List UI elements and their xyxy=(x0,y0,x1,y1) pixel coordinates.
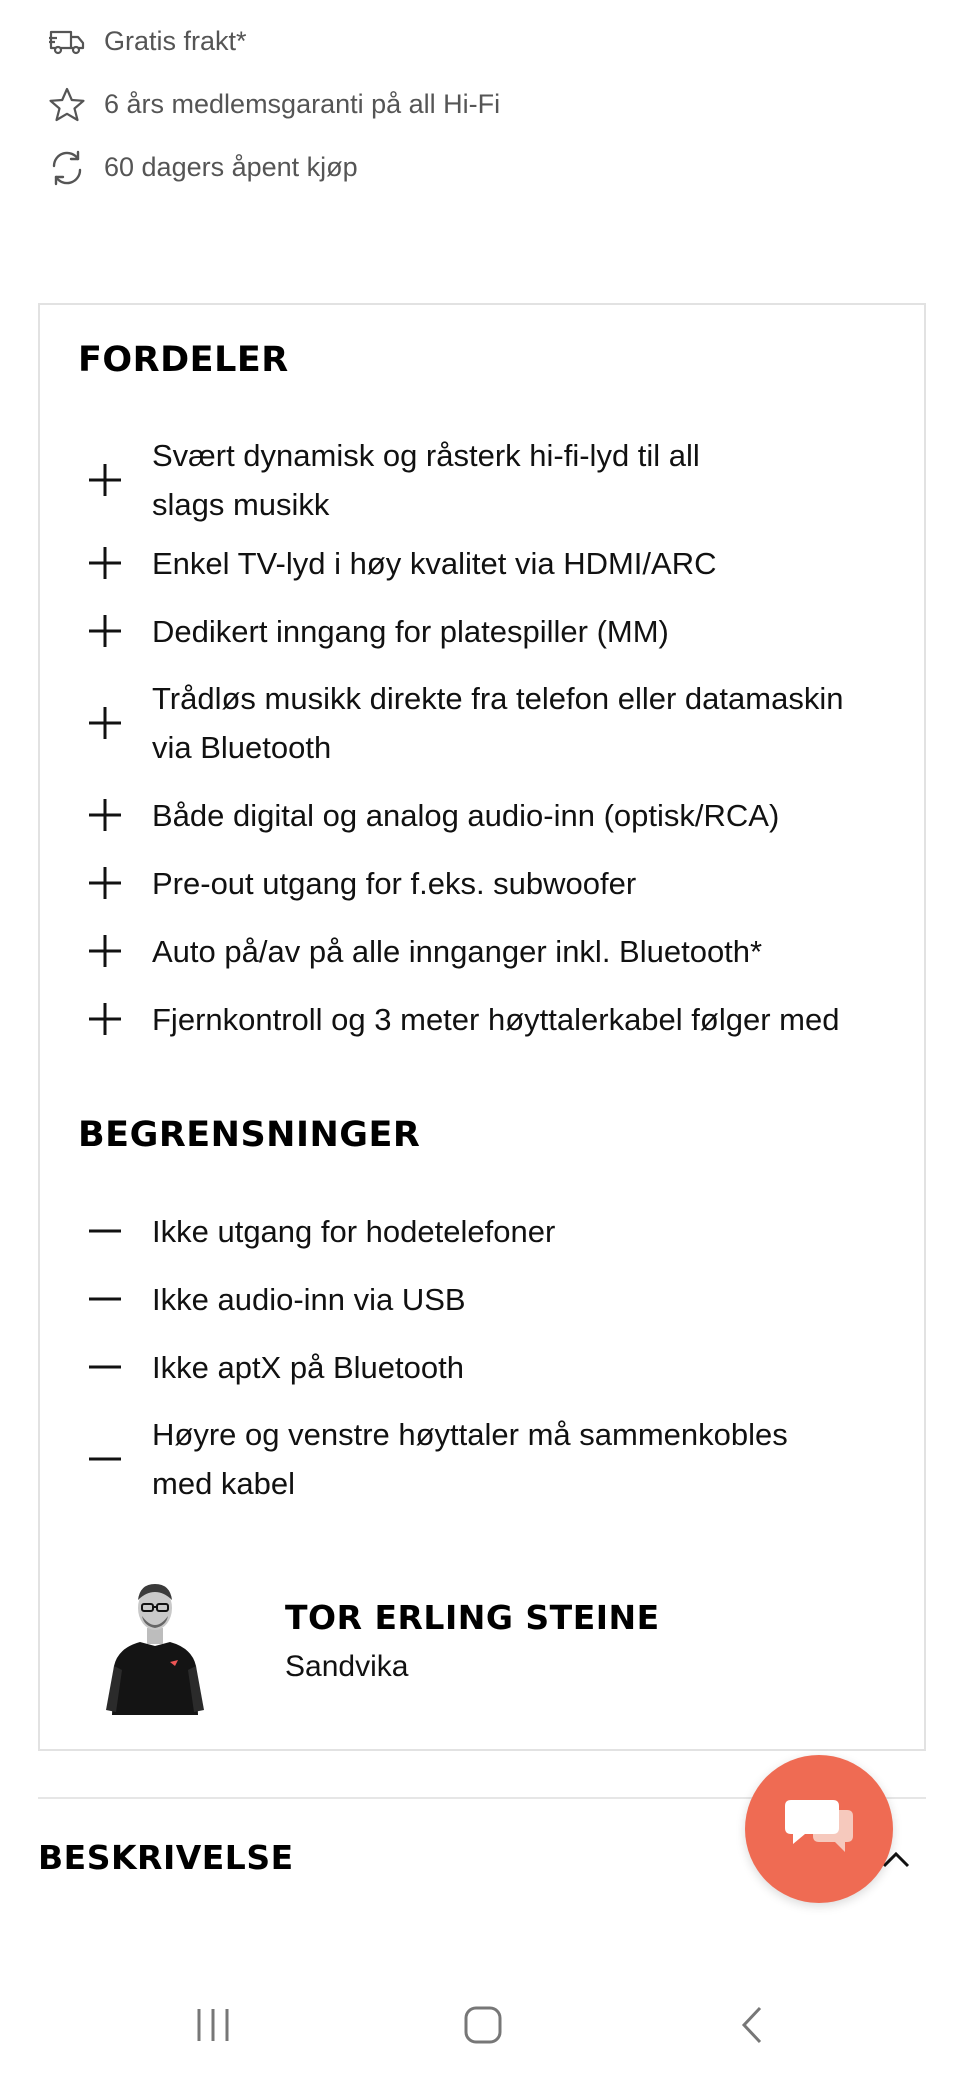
refresh-icon xyxy=(46,147,88,189)
perk-label: Gratis frakt* xyxy=(104,26,247,56)
pro-item xyxy=(78,985,908,1053)
plus-icon xyxy=(78,856,132,910)
pros-list xyxy=(78,431,908,1053)
pro-text: Dedikert inngang for platespiller (MM) xyxy=(152,613,669,649)
pro-item xyxy=(78,917,908,985)
pros-title: FORDELER xyxy=(78,340,289,380)
con-item xyxy=(78,1333,908,1401)
plus-icon xyxy=(78,696,132,750)
perk-label: 6 års medlemsgaranti på all Hi-Fi xyxy=(104,89,501,119)
pro-text: Enkel TV-lyd i høy kvalitet via HDMI/ARC xyxy=(152,545,717,581)
cons-list xyxy=(78,1197,908,1517)
pro-text-line1: Trådløs musikk direkte fra telefon eller datamaskin xyxy=(152,681,844,716)
minus-icon xyxy=(78,1340,132,1394)
plus-icon xyxy=(78,924,132,978)
pro-text: Pre-out utgang for f.eks. subwoofer xyxy=(152,865,637,901)
plus-icon xyxy=(78,788,132,842)
plus-icon xyxy=(78,536,132,590)
minus-icon xyxy=(78,1204,132,1258)
chat-icon xyxy=(783,1796,855,1863)
perk-open-purchase xyxy=(46,136,906,199)
con-text: Ikke aptX på Bluetooth xyxy=(152,1349,464,1385)
minus-icon xyxy=(78,1272,132,1326)
pro-item xyxy=(78,665,908,781)
pro-item xyxy=(78,529,908,597)
pro-text-line2: slags musikk xyxy=(152,487,330,522)
pros-cons-card xyxy=(38,303,926,1751)
pro-text: Fjernkontroll og 3 meter høyttalerkabel følger med xyxy=(152,1001,840,1037)
perks-list xyxy=(46,10,906,199)
con-text: Ikke audio-inn via USB xyxy=(152,1281,466,1317)
con-text: Ikke utgang for hodetelefoner xyxy=(152,1213,556,1249)
recent-apps-icon[interactable] xyxy=(173,1990,253,2060)
pro-item xyxy=(78,597,908,665)
perk-warranty xyxy=(46,73,906,136)
pro-text: Både digital og analog audio-inn (optisk/RCA) xyxy=(152,797,780,833)
reviewer xyxy=(100,1570,860,1720)
avatar xyxy=(100,1570,210,1715)
con-text-line2: med kabel xyxy=(152,1466,296,1501)
chat-button[interactable] xyxy=(745,1755,893,1903)
plus-icon xyxy=(78,604,132,658)
perk-label: 60 dagers åpent kjøp xyxy=(104,152,358,182)
minus-icon xyxy=(78,1432,132,1486)
reviewer-name: TOR ERLING STEINE xyxy=(285,1598,660,1637)
plus-icon xyxy=(78,992,132,1046)
cons-title: BEGRENSNINGER xyxy=(78,1115,421,1155)
perk-free-shipping xyxy=(46,10,906,73)
star-icon xyxy=(46,84,88,126)
pro-item xyxy=(78,849,908,917)
pro-text: Auto på/av på alle innganger inkl. Bluetooth* xyxy=(152,933,763,969)
reviewer-store: Sandvika xyxy=(285,1650,409,1683)
pro-text-line1: Svært dynamisk og råsterk hi-fi-lyd til all xyxy=(152,438,700,473)
back-icon[interactable] xyxy=(713,1990,793,2060)
pro-item xyxy=(78,781,908,849)
home-icon[interactable] xyxy=(443,1990,523,2060)
plus-icon xyxy=(78,453,132,507)
pro-text-line2: via Bluetooth xyxy=(152,730,332,765)
pro-item xyxy=(78,431,908,529)
truck-icon xyxy=(46,21,88,63)
con-text-line1: Høyre og venstre høyttaler må sammenkobles xyxy=(152,1417,788,1452)
con-item xyxy=(78,1197,908,1265)
con-item xyxy=(78,1401,908,1517)
system-navbar xyxy=(0,1980,960,2080)
description-toggle[interactable]: BESKRIVELSE xyxy=(38,1838,294,1877)
con-item xyxy=(78,1265,908,1333)
